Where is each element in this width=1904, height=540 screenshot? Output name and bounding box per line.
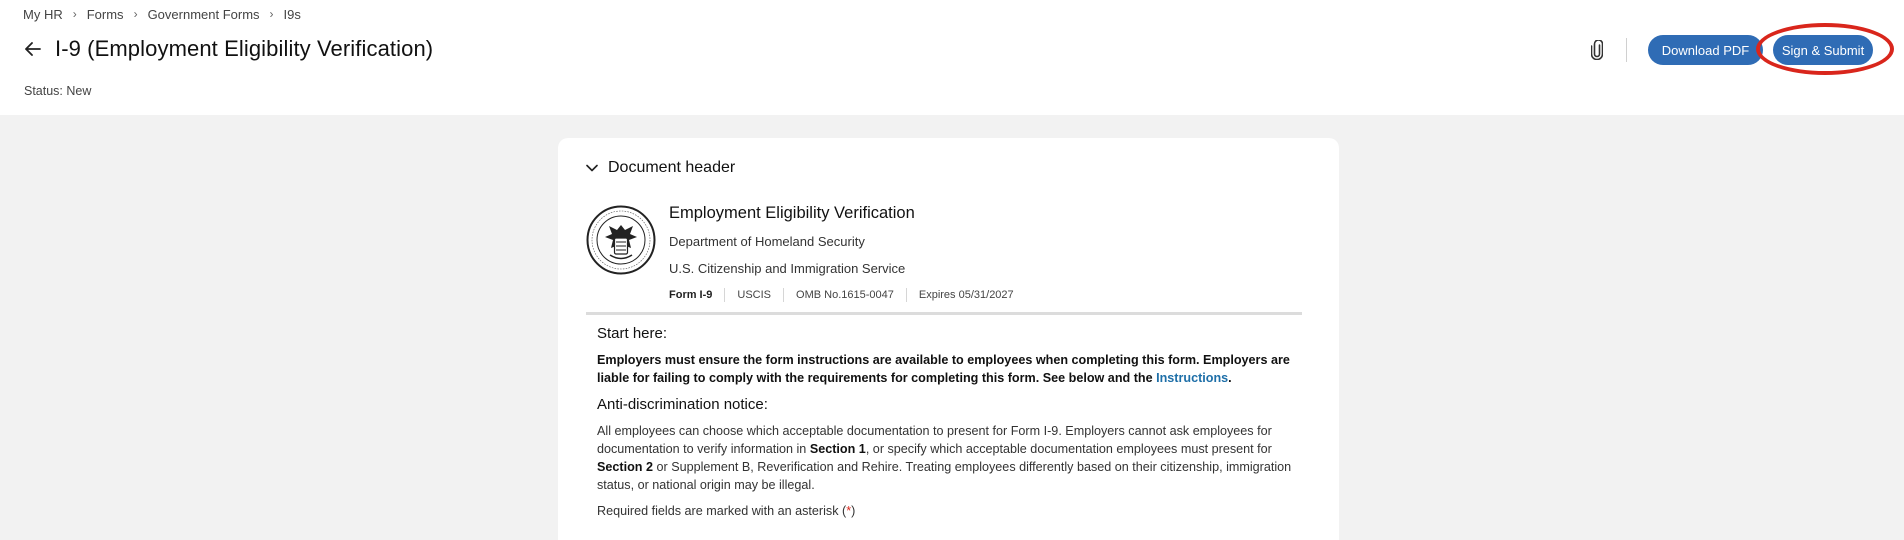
paperclip-icon [1591, 40, 1603, 60]
breadcrumb-separator: › [72, 7, 77, 21]
start-end: . [1228, 371, 1232, 385]
download-pdf-button[interactable]: Download PDF [1648, 35, 1763, 65]
breadcrumb-my-hr[interactable]: My HR [23, 6, 63, 22]
anti-bold-section-1: Section 1 [809, 442, 866, 456]
breadcrumb-forms[interactable]: Forms [86, 6, 124, 22]
breadcrumb-i9s[interactable]: I9s [283, 6, 301, 22]
breadcrumb-government-forms[interactable]: Government Forms [147, 6, 260, 22]
instructions-link[interactable]: Instructions [1156, 371, 1229, 385]
sign-submit-button[interactable]: Sign & Submit [1773, 35, 1873, 65]
anti-discrimination-paragraph [597, 422, 1297, 494]
doc-department: Department of Homeland Security [669, 234, 865, 249]
dhs-seal-icon [586, 205, 656, 275]
header-divider [586, 312, 1302, 315]
breadcrumb-separator: › [269, 7, 274, 21]
meta-form-number: Form I-9 [669, 289, 713, 301]
anti-bold-section-2: Section 2 [597, 460, 653, 474]
chevron-down-icon [586, 164, 598, 172]
arrow-left-icon [25, 42, 41, 56]
start-paragraph [597, 351, 1297, 387]
doc-agency: U.S. Citizenship and Immigration Service [669, 261, 906, 276]
meta-omb-number: OMB No.1615-0047 [783, 288, 906, 302]
meta-agency: USCIS [724, 288, 783, 302]
anti-text-1: All employees can choose which acceptable documentation to present for Form I-9. Employers cannot ask employees for documentation to verify information in [597, 424, 1272, 456]
status-text: Status: New [24, 84, 92, 98]
anti-text-3: or Supplement B, Reverification and Rehire. Treating employees differently based on their citizenship, immigration status, or national origin may be illegal. [597, 460, 1292, 492]
breadcrumb-separator: › [133, 7, 138, 21]
form-card [558, 138, 1339, 540]
section-title: Document header [608, 159, 736, 176]
start-heading: Start here: [597, 325, 668, 342]
back-button[interactable] [22, 38, 44, 60]
attach-button[interactable] [1587, 39, 1607, 61]
breadcrumb [23, 6, 301, 22]
required-asterisk: * [846, 504, 852, 518]
start-text: Employers must ensure the form instructions are available to employees when completing this form. Employers are liable for failing to comply with the requirements for completing this form. See below and the [597, 353, 1290, 385]
anti-discrimination-heading: Anti-discrimination notice: [597, 396, 768, 413]
required-fields-note [597, 504, 855, 518]
document-header-toggle[interactable] [586, 159, 735, 177]
meta-expiry: Expires 05/31/2027 [906, 288, 1026, 302]
anti-text-2: , or specify which acceptable documentation employees must present for [865, 442, 1272, 456]
required-text: Required fields are marked with an asterisk ( [597, 504, 847, 518]
page-title: I-9 (Employment Eligibility Verification) [55, 36, 434, 61]
doc-meta [669, 288, 1026, 302]
page-header [0, 0, 1904, 115]
toolbar-divider [1626, 38, 1627, 62]
required-end: ) [851, 504, 856, 518]
doc-title: Employment Eligibility Verification [669, 204, 915, 222]
